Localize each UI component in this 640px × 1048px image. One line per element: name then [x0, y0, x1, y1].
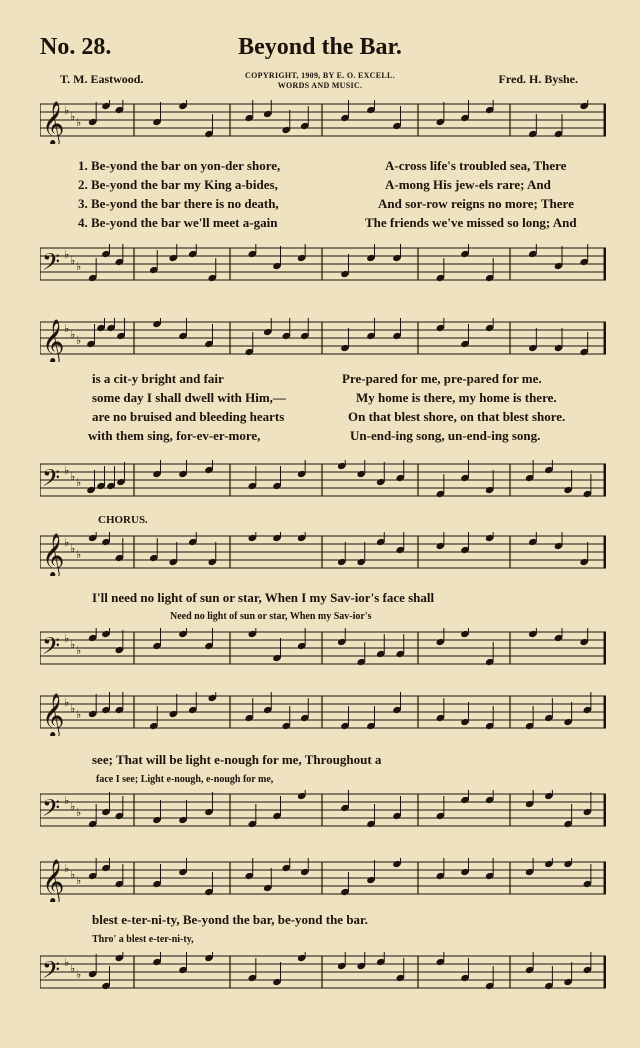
- flat-icon: ♭: [64, 249, 70, 261]
- hymn-title: Beyond the Bar.: [238, 34, 402, 60]
- bass-clef-icon: 𝄢: [42, 248, 61, 281]
- words-author: T. M. Eastwood.: [60, 72, 144, 86]
- flat-icon: ♭: [76, 549, 82, 561]
- treble-staff-chorus1: [40, 532, 606, 576]
- flat-icon: ♭: [64, 697, 70, 709]
- verse2-line2-right: My home is there, my home is there.: [356, 390, 557, 405]
- bass-staff-system2: [40, 460, 606, 504]
- flat-icon: ♭: [64, 465, 70, 477]
- flat-icon: ♭: [76, 875, 82, 887]
- flat-icon: ♭: [76, 645, 82, 657]
- bass-clef-icon: 𝄢: [42, 632, 61, 665]
- chorus-line1-soprano: I'll need no light of sun or star, When I my Sav-ior's face shall: [92, 590, 435, 605]
- verse4-line2-right: Un-end-ing song, un-end-ing song.: [350, 428, 541, 443]
- flat-icon: ♭: [70, 543, 76, 555]
- chorus-line2-bass: face I see; Light e-nough, e-nough for me,: [96, 774, 274, 785]
- verse2-line1-left: 2. Be-yond the bar my King a-bides,: [78, 177, 278, 192]
- flat-icon: ♭: [64, 633, 70, 645]
- bass-staff-chorus3: [40, 952, 606, 996]
- verse1-line2-right: Pre-pared for me, pre-pared for me.: [342, 371, 542, 386]
- flat-icon: ♭: [70, 329, 76, 341]
- flat-icon: ♭: [64, 795, 70, 807]
- chorus-line1-bass: Need no light of sun or star, When my Sav-ior's: [170, 611, 372, 622]
- treble-clef-icon: 𝄞: [42, 693, 65, 736]
- flat-icon: ♭: [70, 255, 76, 267]
- flat-icon: ♭: [70, 111, 76, 123]
- treble-clef-icon: 𝄞: [42, 859, 65, 902]
- hymn-number: No. 28.: [40, 34, 112, 60]
- treble-staff-system1: [40, 100, 606, 144]
- verse3-line1-right: And sor-row reigns no more; There: [378, 196, 574, 211]
- verse3-line1-left: 3. Be-yond the bar there is no death,: [78, 196, 279, 211]
- verse3-line2-left: are no bruised and bleeding hearts: [92, 409, 285, 424]
- bass-clef-icon: 𝄢: [42, 464, 61, 497]
- verse1-line1-right: A-cross life's troubled sea, There: [385, 158, 567, 173]
- chorus-line3-soprano: blest e-ter-ni-ty, Be-yond the bar, be-yond the bar.: [92, 912, 368, 927]
- flat-icon: ♭: [70, 639, 76, 651]
- flat-icon: ♭: [64, 537, 70, 549]
- verse1-line1-left: 1. Be-yond the bar on yon-der shore,: [78, 158, 281, 173]
- flat-icon: ♭: [64, 105, 70, 117]
- flat-icon: ♭: [76, 335, 82, 347]
- bass-clef-icon: 𝄢: [42, 956, 61, 989]
- bass-staff-system1: [40, 244, 606, 288]
- verse4-line1-right: The friends we've missed so long; And: [365, 215, 577, 230]
- flat-icon: ♭: [64, 957, 70, 969]
- copyright-subline: WORDS AND MUSIC.: [277, 81, 363, 90]
- flat-icon: ♭: [70, 801, 76, 813]
- verse4-line2-left: with them sing, for-ev-er-more,: [88, 428, 261, 443]
- verse1-line2-left: is a cit-y bright and fair: [92, 371, 224, 386]
- treble-staff-system2: [40, 318, 606, 362]
- flat-icon: ♭: [70, 471, 76, 483]
- treble-staff-chorus2: [40, 692, 606, 736]
- flat-icon: ♭: [70, 869, 76, 881]
- bass-staff-chorus1: [40, 628, 606, 672]
- treble-clef-icon: 𝄞: [42, 319, 65, 362]
- treble-staff-chorus3: [40, 858, 606, 902]
- treble-clef-icon: 𝄞: [42, 101, 65, 144]
- chorus-label: CHORUS.: [98, 514, 148, 526]
- chorus-line2-soprano: see; That will be light e-nough for me, Throughout a: [92, 752, 382, 767]
- flat-icon: ♭: [76, 117, 82, 129]
- flat-icon: ♭: [70, 963, 76, 975]
- treble-clef-icon: 𝄞: [42, 533, 65, 576]
- flat-icon: ♭: [64, 323, 70, 335]
- verse2-line1-right: A-mong His jew-els rare; And: [385, 177, 551, 192]
- flat-icon: ♭: [76, 969, 82, 981]
- flat-icon: ♭: [76, 807, 82, 819]
- flat-icon: ♭: [76, 261, 82, 273]
- verse4-line1-left: 4. Be-yond the bar we'll meet a-gain: [78, 215, 278, 230]
- flat-icon: ♭: [76, 709, 82, 721]
- verse2-line2-left: some day I shall dwell with Him,—: [92, 390, 286, 405]
- flat-icon: ♭: [64, 863, 70, 875]
- bass-staff-chorus2: [40, 790, 606, 834]
- bass-clef-icon: 𝄢: [42, 794, 61, 827]
- chorus-line3-bass: Thro' a blest e-ter-ni-ty,: [92, 934, 194, 945]
- verse3-line2-right: On that blest shore, on that blest shore.: [348, 409, 566, 424]
- copyright-line: COPYRIGHT, 1909, BY E. O. EXCELL.: [245, 71, 395, 80]
- flat-icon: ♭: [76, 477, 82, 489]
- flat-icon: ♭: [70, 703, 76, 715]
- music-author: Fred. H. Byshe.: [498, 72, 578, 86]
